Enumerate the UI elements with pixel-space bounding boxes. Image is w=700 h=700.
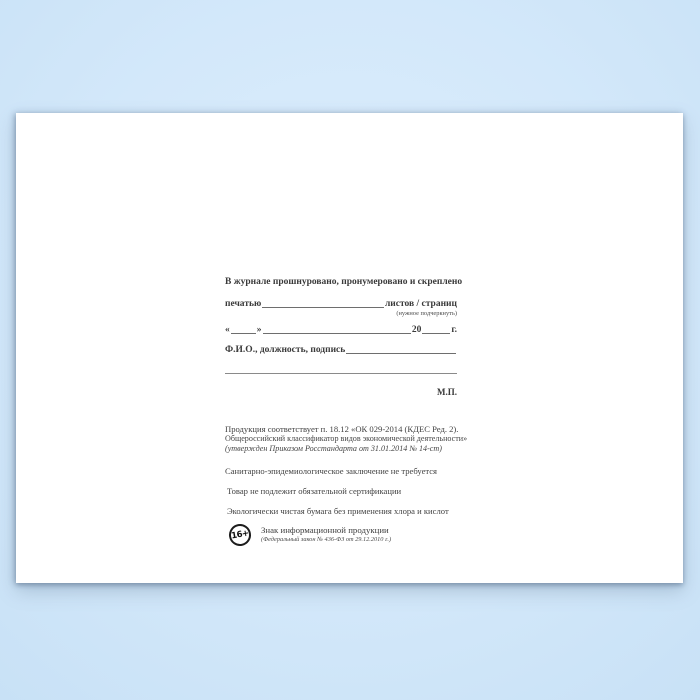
age-mark-row <box>229 524 457 546</box>
sanitary-note: Санитарно-эпидемиологическое заключение не требуется <box>225 466 438 476</box>
certification-note: Товар не подлежит обязательной сертификации <box>227 486 402 496</box>
compliance-line2: Общероссийский классификатор видов экономической деятельности» <box>225 434 468 443</box>
age-mark-label: Знак информационной продукции <box>261 525 389 535</box>
sheets-label: листов / страниц <box>384 299 457 309</box>
blank-month <box>263 332 411 334</box>
signature-continuation-line <box>225 373 457 374</box>
underline-note: (нужное подчеркнуть) <box>396 310 457 317</box>
signature-label: Ф.И.О., должность, подпись <box>225 345 346 355</box>
compliance-line1: Продукция соответствует п. 18.12 «ОК 029-2014 (КДЕС Ред. 2). <box>225 424 459 434</box>
sealed-label: печатью <box>225 299 262 309</box>
sealed-row <box>225 299 457 310</box>
age-mark-law: (Федеральный закон № 436-ФЗ от 29.12.2010 г.) <box>261 536 392 543</box>
blank-day <box>231 332 256 334</box>
journal-back-page <box>16 113 683 583</box>
year-suffix: г. <box>451 325 457 335</box>
year-prefix: 20 <box>411 325 422 335</box>
age-16-plus-icon: 16+ <box>227 522 252 547</box>
compliance-line3: (утвержден Приказом Росстандарта от 31.01.2014 № 14-ст) <box>225 444 442 453</box>
blank-signature <box>346 352 456 354</box>
quote-open: « <box>225 325 230 335</box>
binding-statement: В журнале прошнуровано, пронумеровано и скреплено <box>225 277 463 287</box>
date-row <box>225 325 457 336</box>
blank-line <box>262 306 384 308</box>
quote-close: » <box>256 325 262 335</box>
age-mark-texts <box>261 524 391 543</box>
blank-year <box>422 332 450 334</box>
signature-row <box>225 345 457 356</box>
eco-note: Экологически чистая бумага без применения хлора и кислот <box>227 506 449 516</box>
seal-place-abbr: М.П. <box>437 387 457 397</box>
page-content <box>225 277 468 567</box>
